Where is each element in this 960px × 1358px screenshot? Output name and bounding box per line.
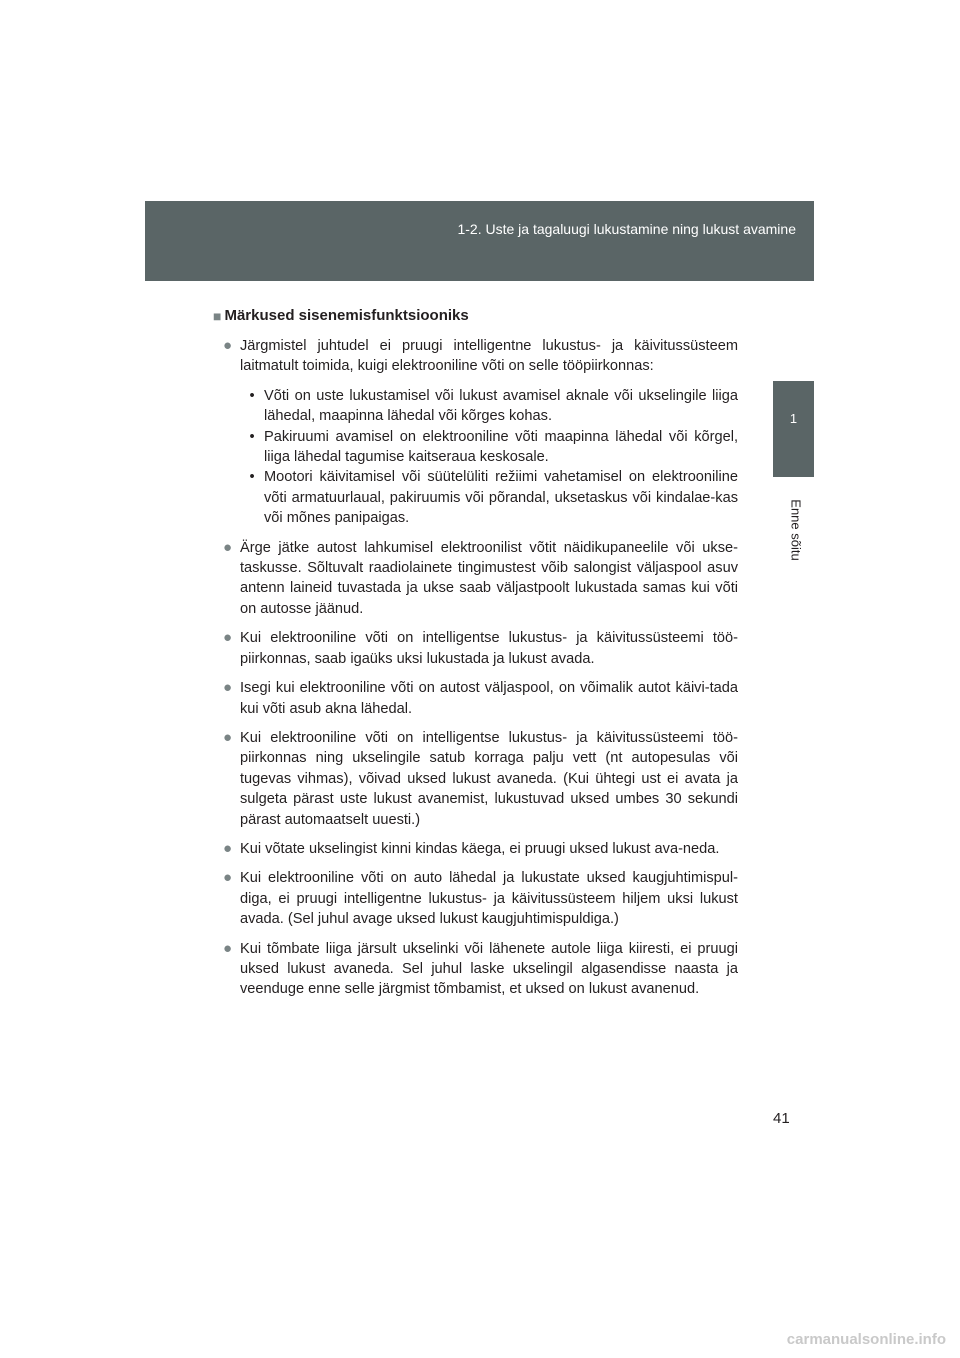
sub-list-item	[240, 427, 738, 468]
chapter-label: Enne sõitu	[788, 499, 804, 561]
circle-bullet-icon: ●	[223, 337, 233, 354]
dot-bullet-icon: •	[249, 387, 255, 404]
list-item	[213, 728, 738, 830]
circle-bullet-icon: ●	[223, 939, 233, 957]
dot-bullet-icon: •	[249, 469, 255, 486]
circle-bullet-icon: ●	[223, 869, 233, 887]
sub-list-item-text: Pakiruumi avamisel on elektrooniline võti maapinna lähedal või kõrgel, liiga lähedal tagumise kaitseraua keskosale.	[264, 428, 738, 466]
dot-bullet-icon: •	[249, 428, 255, 445]
circle-bullet-icon: ●	[223, 538, 233, 556]
sub-list-item	[240, 467, 738, 528]
sub-list-item	[240, 386, 738, 427]
circle-bullet-icon: ●	[223, 728, 233, 746]
sub-list-item-text: Võti on uste lukustamisel või lukust avamisel aknale või ukselingile liiga lähedal, maapinna lähedal või kõrges kohas.	[264, 387, 738, 425]
sub-list-item-text: Mootori käivitamisel või süütelüliti režiimi vahetamisel on elektrooniline võti armatuurlaual, pakiruumis või põrandal, uksetaskus või kindalae-kas või mõnes panipaigas.	[264, 469, 738, 527]
list-item-text: Kui tõmbate liiga järsult ukselinki või lähenete autole liiga kiiresti, ei pruugi uksed lukust avaneda. Sel juhul laske ukselingil algasendisse naasta ja veenduge enne selle järgmist tõmbamist, et uksed on lukust avanenud.	[240, 940, 738, 998]
list-item	[213, 868, 738, 929]
list-item	[213, 839, 738, 859]
list-item-text: Ärge jätke autost lahkumisel elektroonilist võtit näidikupaneelile või ukse-taskusse. Sõltuvalt raadiolainete tingimustest võib salongist väljaspool asuv antenn laineid tuvastada ja ukse saab väljastpoolt lukustada samas kui võti on autosse jäänud.	[240, 539, 738, 617]
list-item-text: Kui võtate ukselingist kinni kindas käega, ei pruugi uksed lukust ava-neda.	[240, 840, 720, 857]
header-band	[145, 201, 814, 281]
square-bullet-icon: ■	[213, 308, 222, 324]
list-item-text: Kui elektrooniline võti on auto lähedal ja lukustate uksed kaugjuhtimispul-diga, ei pruugi intelligentne lukustus- ja käivitussüsteem hiljem uksi lukust avada. (Sel juhul avage uksed lukust kaugjuhtimispuldiga.)	[240, 870, 738, 928]
section-heading	[213, 306, 738, 326]
watermark: carmanualsonline.info	[786, 1331, 946, 1348]
circle-bullet-icon: ●	[223, 679, 233, 697]
list-item-text: Isegi kui elektrooniline võti on autost väljaspool, on võimalik autot käivi-tada kui võti asub akna lähedal.	[240, 680, 738, 717]
list-item	[213, 538, 738, 620]
list-item	[213, 678, 738, 719]
circle-bullet-icon: ●	[223, 839, 233, 857]
list-item	[213, 628, 738, 669]
page-content	[213, 306, 738, 1009]
list-item	[213, 939, 738, 1000]
chapter-number: 1	[789, 411, 798, 426]
chapter-title: 1-2. Uste ja tagaluugi lukustamine ning lukust avamine	[457, 221, 796, 237]
chapter-tab	[773, 381, 814, 477]
section-heading-text: Märkused sisenemisfunktsiooniks	[224, 307, 469, 324]
list-item-text: Järgmistel juhtudel ei pruugi intelligentne lukustus- ja käivitussüsteem laitmatult toimida, kuigi elektrooniline võti on selle tööpiirkonnas:	[240, 338, 738, 375]
list-item-text: Kui elektrooniline võti on intelligentse lukustus- ja käivitussüsteemi töö-piirkonnas, saab igaüks uksi lukustada ja lukust avada.	[240, 630, 738, 667]
list-item-text: Kui elektrooniline võti on intelligentse lukustus- ja käivitussüsteemi töö-piirkonnas ning ukselingile satub korraga palju vett (nt autopesulas või tugevas vihmas), võivad uksed lukust avaneda. (Kui ühtegi ust ei avata ja sulgeta pärast uste lukust avanemist, lukustuvad uksed umbes 30 sekundi pärast automaatselt uuesti.)	[240, 729, 738, 828]
page-number: 41	[773, 1110, 790, 1127]
circle-bullet-icon: ●	[223, 629, 233, 647]
list-item	[213, 336, 738, 377]
sub-list	[240, 386, 738, 529]
